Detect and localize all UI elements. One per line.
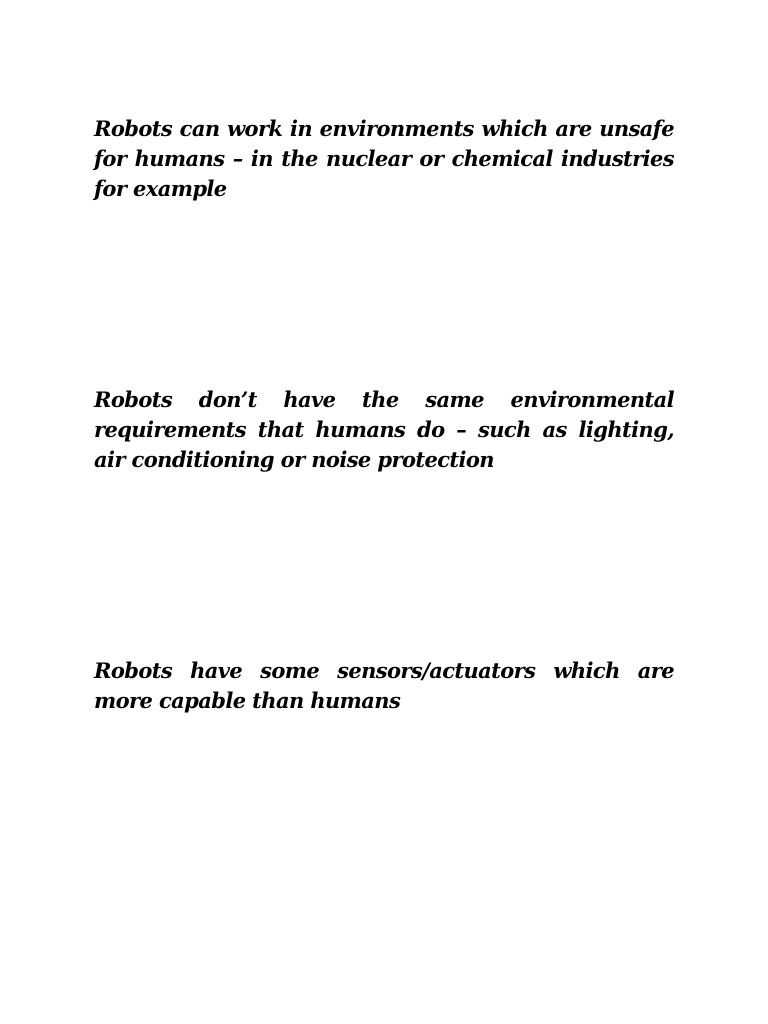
paragraph-sensors-actuators: Robots have some sensors/actuators which are more capable than humans xyxy=(94,658,674,713)
paragraph-unsafe-environments: Robots can work in environments which are unsafe for humans – in the nuclear or chemical industries for example xyxy=(94,116,674,201)
paragraph-environmental-requirements: Robots don’t have the same environmental requirements that humans do – such as lighting, air conditioning or noise protection xyxy=(94,387,674,472)
